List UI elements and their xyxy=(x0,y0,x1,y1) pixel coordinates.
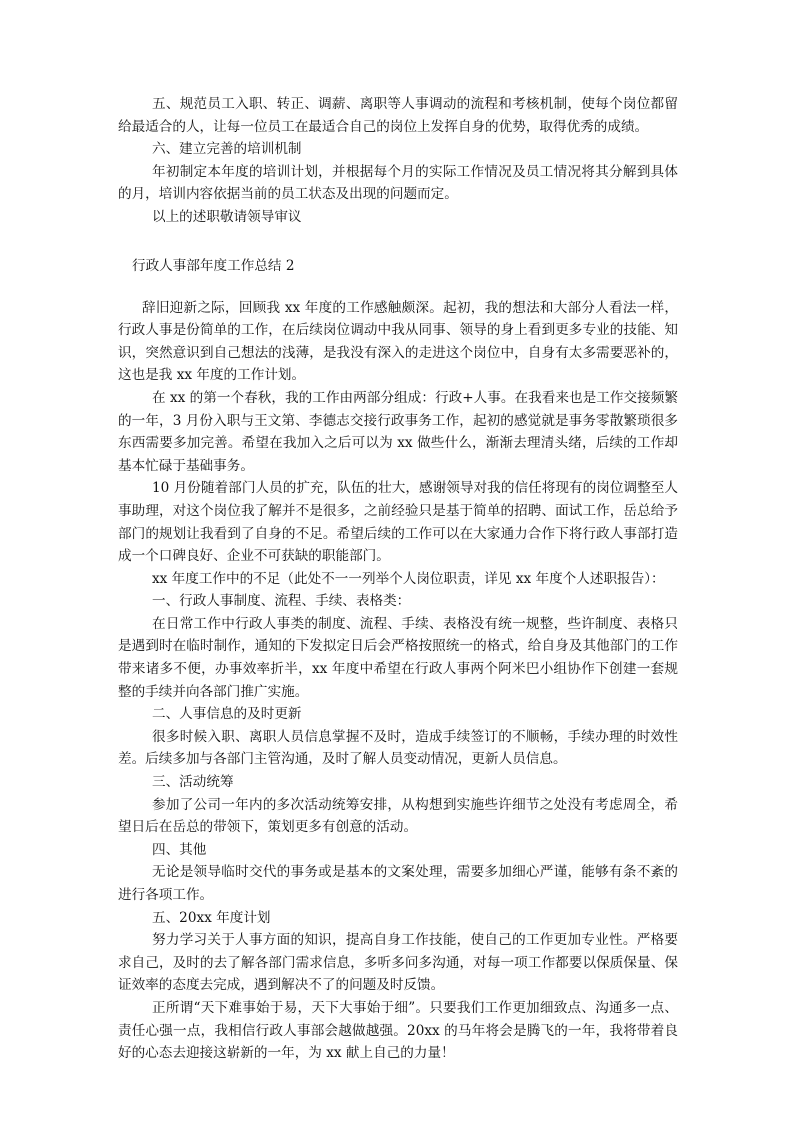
heading-other: 四、其他 xyxy=(152,841,207,858)
paragraph-other: 无论是领导临时交代的事务或是基本的文案处理，需要多加细心严谨，能够有条不紊的进行各项工作。 xyxy=(118,864,678,903)
section-gap xyxy=(118,229,678,255)
document-page xyxy=(118,93,678,1065)
paragraph-annual-plan: 努力学习关于人事方面的知识，提高自身工作技能，使自己的工作更加专业性。严格要求自己，及时的去了解各部门需求信息，多听多问多沟通，对每一项工作都要以保质保量、保证效率的态度去完成，遇到解决不了的问题及时反馈。 xyxy=(118,932,678,994)
paragraph-introduction: 辞旧迎新之际，回顾我 xx 年度的工作感触颇深。起初，我的想法和大部分人看法一样，行政人事是份简单的工作，在后续岗位调动中我从同事、领导的身上看到更多专业的技能、知识，突然意识到自己想法的浅薄，是我没有深入的走进这个岗位中，自身有太多需要恶补的，这也是我 xx 年度的工作计划。 xyxy=(118,299,678,384)
heading-policy-forms: 一、行政人事制度、流程、手续、表格类： xyxy=(152,593,411,610)
paragraph-conclusion: 正所谓“天下难事始于易，天下大事始于细”。只要我们工作更加细致点、沟通多一点、责任心强一点，我相信行政人事部会越做越强。20xx 的马年将会是腾飞的一年，我将带着良好的心态去迎接这崭新的一年，为 xx 献上自己的力量！ xyxy=(118,999,678,1062)
heading-personnel-info: 二、人事信息的及时更新 xyxy=(152,706,302,723)
document-section-title: 行政人事部年度工作总结 2 xyxy=(132,257,295,274)
paragraph-policy-forms: 在日常工作中行政人事类的制度、流程、手续、表格没有统一规整，些许制度、表格只是遇到时在临时制作，通知的下发拟定日后会严格按照统一的格式，给自身及其他部门的工作带来诸多不便，办事效率折半，xx 年度中希望在行政人事两个阿米巴小组协作下创建一套规整的手续并向各部门推广实施。 xyxy=(118,615,678,700)
paragraph-activity-planning: 参加了公司一年内的多次活动统筹安排，从构想到实施些许细节之处没有考虑周全，希望日后在岳总的带领下，策划更多有创意的活动。 xyxy=(118,796,678,836)
section-gap xyxy=(118,277,678,297)
paragraph-first-year: 在 xx 的第一个春秋，我的工作由两部分组成：行政+人事。在我看来也是工作交接频繁的一年，3 月份入职与王文第、李德志交接行政事务工作，起初的感觉就是事务零散繁琐很多东西需要多加完善。希望在我加入之后可以为 xx 做些什么，渐渐去理清头绪，后续的工作却基本忙碌于基础事务。 xyxy=(118,389,678,474)
paragraph-policy-process: 五、规范员工入职、转正、调薪、离职等人事调动的流程和考核机制，使每个岗位都留给最适合的人，让每一位员工在最适合自己的岗位上发挥自身的优势，取得优秀的成绩。 xyxy=(118,96,678,135)
paragraph-training-plan: 年初制定本年度的培训计划，并根据每个月的实际工作情况及员工情况将其分解到具体的月，培训内容依据当前的员工状态及出现的问题而定。 xyxy=(118,163,678,203)
paragraph-review-request: 以上的述职敬请领导审议 xyxy=(152,208,302,225)
paragraph-role-change: 10 月份随着部门人员的扩充，队伍的壮大，感谢领导对我的信任将现有的岗位调整至人事助理，对这个岗位我了解并不是很多，之前经验只是基于简单的招聘、面试工作，岳总给予部门的规划让我看到了自身的不足。希望后续的工作可以在大家通力合作下将行政人事部打造成一个口碑良好、企业不可获缺的职能部门。 xyxy=(118,480,678,565)
paragraph-shortcomings-intro: xx 年度工作中的不足（此处不一一列举个人岗位职责，详见 xx 年度个人述职报告）： xyxy=(152,570,665,587)
heading-activity-planning: 三、活动统筹 xyxy=(152,774,234,791)
heading-training-mechanism: 六、建立完善的培训机制 xyxy=(152,141,302,158)
heading-annual-plan: 五、20xx 年度计划 xyxy=(152,909,271,926)
paragraph-personnel-info: 很多时候入职、离职人员信息掌握不及时，造成手续签订的不顺畅，手续办理的时效性差。后续多加与各部门主管沟通，及时了解人员变动情况，更新人员信息。 xyxy=(118,728,678,768)
